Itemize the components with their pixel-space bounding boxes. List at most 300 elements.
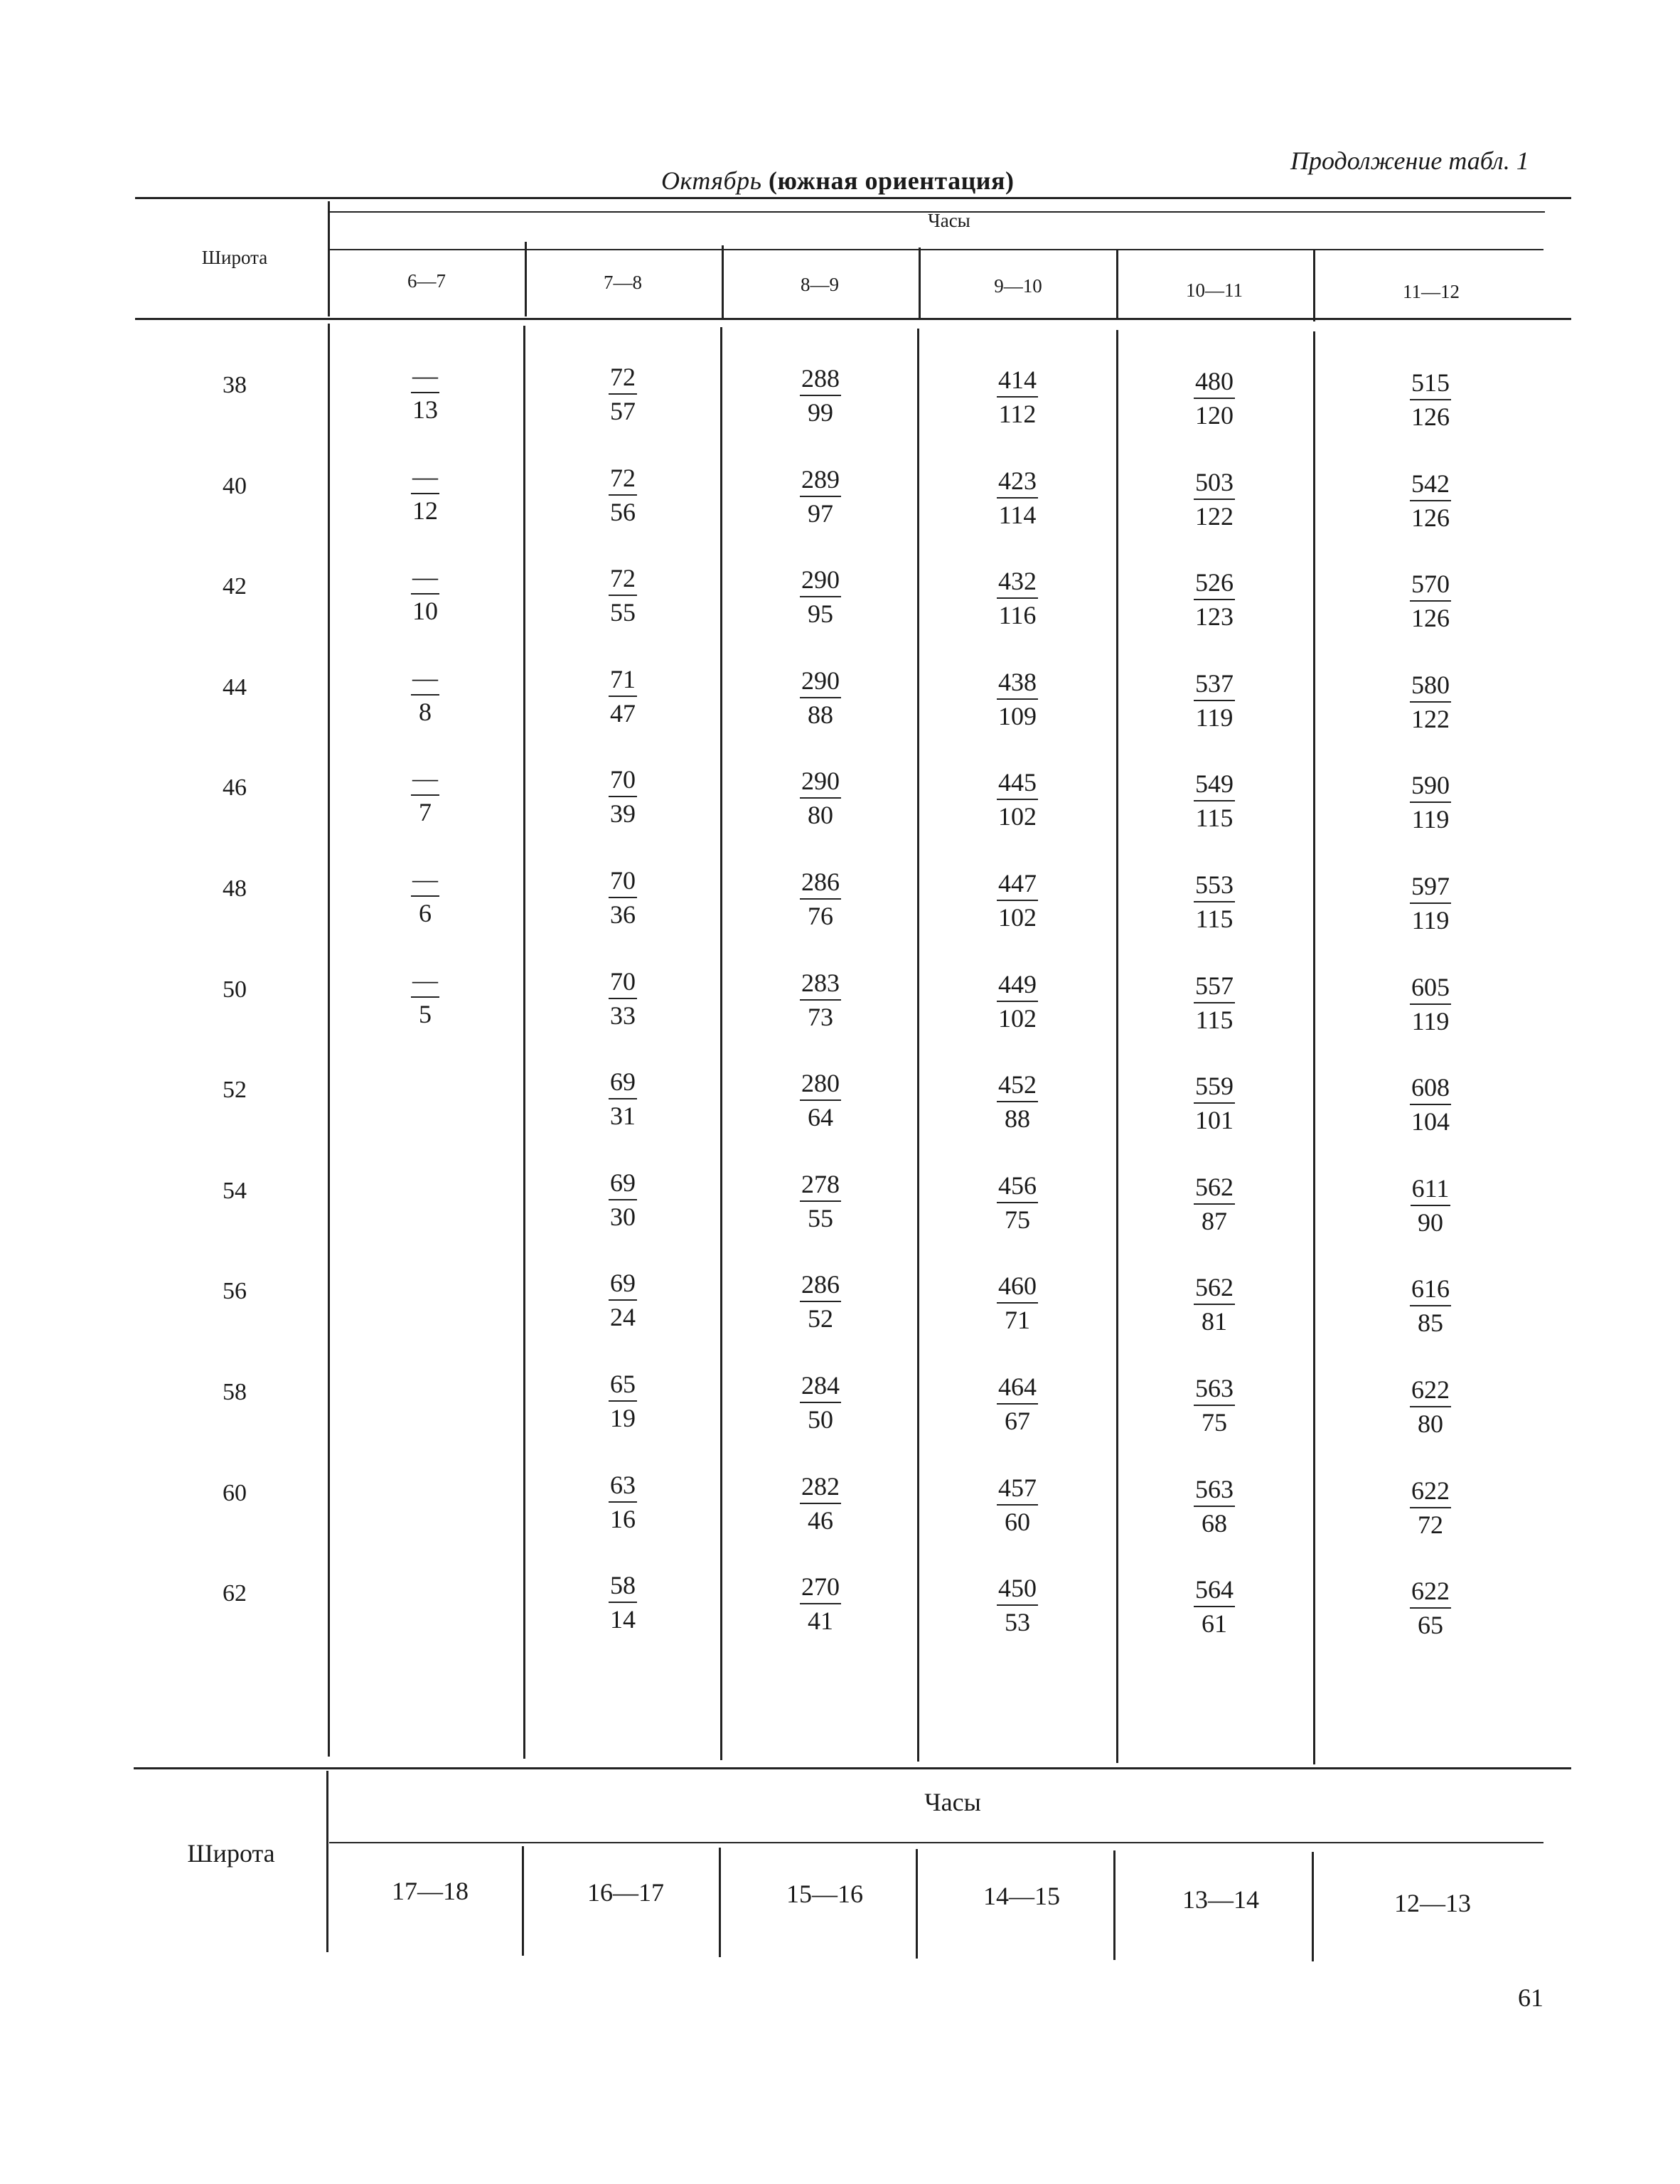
fraction-numerator: 449 (997, 968, 1038, 1002)
table-cell (1366, 568, 1494, 634)
table-cell (1150, 1473, 1278, 1540)
fraction-numerator: 570 (1410, 568, 1451, 602)
title-orientation: (южная ориентация) (769, 166, 1015, 195)
fraction-denominator: 75 (1202, 1408, 1227, 1437)
fraction-value (609, 1267, 637, 1333)
fraction-value (411, 762, 439, 829)
table-cell (361, 359, 489, 426)
table-cell (756, 362, 884, 429)
footer-col-divider (1312, 1852, 1314, 1961)
fraction-numerator: 432 (997, 565, 1038, 599)
fraction-value (800, 865, 841, 932)
latitude-value: 44 (223, 674, 247, 701)
fraction-value (1194, 365, 1235, 432)
fraction-numerator: 460 (997, 1269, 1038, 1304)
fraction-numerator: 562 (1194, 1171, 1235, 1205)
body-col-divider (917, 329, 919, 1762)
table-cell (756, 1168, 884, 1235)
table-cell (953, 1370, 1081, 1437)
fraction-numerator: 549 (1194, 767, 1235, 801)
fraction-denominator: 30 (610, 1203, 636, 1231)
table-cell (1366, 366, 1494, 433)
fraction-denominator: 112 (998, 400, 1037, 428)
fraction-denominator: 116 (998, 601, 1037, 629)
fraction-value (609, 462, 637, 528)
fraction-denominator: 19 (610, 1404, 636, 1432)
fraction-denominator: 119 (1195, 703, 1234, 732)
table-cell (953, 968, 1081, 1035)
fraction-numerator: 414 (997, 363, 1038, 398)
table-cell (953, 363, 1081, 430)
table-cell (361, 762, 489, 829)
table-cell (361, 560, 489, 627)
table-cell (953, 766, 1081, 833)
table-cell (1366, 1071, 1494, 1138)
table-cell (559, 763, 687, 830)
table-cell (1150, 1271, 1278, 1338)
fraction-value (411, 661, 439, 728)
fraction-value (1194, 466, 1235, 533)
fraction-numerator: 557 (1194, 969, 1235, 1003)
fraction-numerator: 290 (800, 664, 841, 698)
fraction-value (1194, 1573, 1235, 1640)
fraction-value (997, 464, 1038, 531)
fraction-numerator: — (411, 964, 439, 998)
table-cell (953, 867, 1081, 934)
fraction-numerator: 286 (800, 865, 841, 900)
table-cell (1150, 767, 1278, 834)
fraction-value (800, 1268, 841, 1335)
fraction-numerator: — (411, 661, 439, 696)
fraction-denominator: 88 (1005, 1104, 1030, 1133)
footer-hours-rule (329, 1842, 1543, 1843)
fraction-value (1194, 767, 1235, 834)
fraction-value (997, 1068, 1038, 1135)
fraction-numerator: — (411, 359, 439, 393)
latitude-value: 42 (223, 573, 247, 600)
fraction-value (609, 1368, 637, 1434)
fraction-denominator: 104 (1411, 1107, 1450, 1136)
latitude-value: 50 (223, 976, 247, 1003)
fraction-denominator: 126 (1411, 504, 1450, 532)
fraction-numerator: 69 (609, 1166, 637, 1200)
body-col-divider (720, 327, 722, 1760)
fraction-numerator: 72 (609, 462, 637, 496)
fraction-denominator: 64 (808, 1103, 833, 1131)
fraction-value (1410, 366, 1451, 433)
fraction-denominator: 119 (1411, 1007, 1450, 1035)
fraction-value (609, 663, 637, 730)
footer-hour-range: 12—13 (1394, 1889, 1471, 1917)
table-cell (1150, 667, 1278, 734)
footer-col-divider (522, 1846, 524, 1956)
fraction-value (1194, 1271, 1235, 1338)
fraction-value (1410, 769, 1451, 836)
fraction-numerator: 564 (1194, 1573, 1235, 1607)
fraction-denominator: 114 (998, 501, 1037, 529)
table-cell (1366, 769, 1494, 836)
table-cell (953, 1269, 1081, 1336)
fraction-value (997, 1572, 1038, 1639)
fraction-value (997, 1471, 1038, 1538)
fraction-numerator: 450 (997, 1572, 1038, 1606)
table-cell (559, 965, 687, 1032)
fraction-numerator: 590 (1410, 769, 1451, 803)
fraction-value (1194, 1171, 1235, 1237)
header-col-divider (1116, 249, 1118, 320)
fraction-numerator: — (411, 863, 439, 897)
fraction-value (609, 965, 637, 1032)
body-col-divider (328, 324, 330, 1757)
fraction-value (1194, 868, 1235, 935)
fraction-value (997, 565, 1038, 632)
header-hour-range: 11—12 (1403, 281, 1460, 302)
latitude-value: 48 (223, 875, 247, 902)
fraction-denominator: 60 (1005, 1508, 1030, 1536)
fraction-denominator: 39 (610, 799, 636, 828)
fraction-value (800, 1369, 841, 1436)
fraction-value (1410, 1071, 1451, 1138)
fraction-numerator: 563 (1194, 1473, 1235, 1507)
fraction-value (411, 460, 439, 527)
table-cell (1150, 1573, 1278, 1640)
fraction-numerator: 72 (609, 361, 637, 395)
fraction-numerator: 452 (997, 1068, 1038, 1102)
footer-hour-range: 14—15 (983, 1882, 1060, 1910)
fraction-value (1410, 971, 1451, 1038)
fraction-numerator: 457 (997, 1471, 1038, 1506)
fraction-value (411, 863, 439, 929)
fraction-numerator: 447 (997, 867, 1038, 901)
fraction-value (997, 766, 1038, 833)
fraction-denominator: 67 (1005, 1407, 1030, 1435)
fraction-value (609, 1166, 637, 1233)
table-cell (1366, 1575, 1494, 1641)
fraction-value (609, 1569, 637, 1636)
fraction-denominator: 90 (1417, 1208, 1443, 1237)
fraction-numerator: 562 (1194, 1271, 1235, 1305)
fraction-denominator: 7 (419, 798, 432, 826)
table-cell (361, 964, 489, 1030)
table-cell (953, 464, 1081, 531)
header-col-divider (722, 245, 724, 318)
footer-hour-range: 13—14 (1182, 1885, 1259, 1914)
fraction-value (800, 463, 841, 530)
fraction-denominator: 52 (808, 1304, 833, 1333)
fraction-numerator: 70 (609, 864, 637, 898)
fraction-numerator: 597 (1410, 870, 1451, 904)
fraction-value (609, 562, 637, 629)
header-latitude-label: Широта (201, 247, 268, 268)
footer-top-rule (134, 1767, 1571, 1769)
fraction-denominator: 101 (1195, 1106, 1234, 1134)
fraction-numerator: 63 (609, 1469, 637, 1503)
fraction-numerator: 608 (1410, 1071, 1451, 1105)
table-cell (361, 460, 489, 527)
fraction-denominator: 6 (419, 899, 432, 927)
latitude-value: 56 (223, 1278, 247, 1304)
table-cell (1366, 1474, 1494, 1541)
fraction-denominator: 41 (808, 1607, 833, 1635)
table-cell (559, 1368, 687, 1434)
fraction-value (1194, 566, 1235, 633)
fraction-denominator: 14 (610, 1605, 636, 1634)
table-cell (756, 1369, 884, 1436)
fraction-value (411, 560, 439, 627)
fraction-denominator: 102 (998, 903, 1037, 932)
fraction-denominator: 10 (412, 597, 438, 625)
table-cell (756, 463, 884, 530)
fraction-value (1410, 568, 1451, 634)
fraction-value (800, 563, 841, 630)
fraction-value (1410, 1575, 1451, 1641)
fraction-denominator: 56 (610, 498, 636, 526)
fraction-value (800, 1470, 841, 1537)
fraction-denominator: 87 (1202, 1207, 1227, 1235)
table-cell (559, 562, 687, 629)
fraction-numerator: 70 (609, 965, 637, 999)
header-hour-range: 6—7 (407, 270, 446, 292)
table-cell (1150, 1372, 1278, 1439)
footer-latitude-label: Широта (187, 1839, 275, 1868)
table-cell (953, 1169, 1081, 1236)
table-cell (1366, 668, 1494, 735)
header-hour-range: 8—9 (801, 274, 839, 295)
fraction-value (1410, 870, 1451, 937)
fraction-denominator: 97 (808, 499, 833, 528)
table-cell (953, 1572, 1081, 1639)
table-cell (1150, 868, 1278, 935)
fraction-denominator: 13 (412, 395, 438, 424)
table-cell (756, 664, 884, 731)
table-cell (1150, 1070, 1278, 1136)
fraction-numerator: 71 (609, 663, 637, 697)
fraction-denominator: 72 (1418, 1511, 1443, 1539)
table-cell (756, 563, 884, 630)
fraction-denominator: 12 (412, 496, 438, 525)
fraction-denominator: 31 (610, 1102, 636, 1130)
header-col-divider (525, 242, 527, 316)
fraction-denominator: 8 (419, 698, 432, 726)
table-cell (559, 462, 687, 528)
fraction-denominator: 88 (808, 701, 833, 729)
fraction-value (609, 361, 637, 427)
fraction-numerator: 553 (1194, 868, 1235, 902)
footer-hour-range: 17—18 (392, 1877, 469, 1905)
header-bottom-rule (135, 318, 1571, 320)
fraction-denominator: 55 (610, 598, 636, 627)
fraction-value (1410, 1373, 1451, 1440)
fraction-denominator: 75 (1005, 1205, 1030, 1234)
latitude-value: 40 (223, 473, 247, 499)
fraction-value (609, 1469, 637, 1535)
fraction-denominator: 119 (1411, 805, 1450, 833)
fraction-value (800, 362, 841, 429)
fraction-numerator: 580 (1410, 668, 1451, 703)
fraction-numerator: 270 (800, 1570, 841, 1604)
fraction-denominator: 71 (1005, 1306, 1030, 1334)
table-cell (953, 666, 1081, 733)
footer-hour-range: 15—16 (786, 1880, 863, 1908)
table-cell (756, 1067, 884, 1134)
table-cell (756, 1268, 884, 1335)
fraction-numerator: 515 (1410, 366, 1451, 400)
table-cell (1366, 1172, 1494, 1239)
fraction-numerator: 622 (1410, 1373, 1451, 1407)
fraction-numerator: 605 (1410, 971, 1451, 1005)
fraction-denominator: 68 (1202, 1509, 1227, 1538)
fraction-numerator: 456 (997, 1169, 1038, 1203)
body-col-divider (523, 326, 525, 1759)
fraction-numerator: 288 (800, 362, 841, 396)
table-continuation-caption: Продолжение табл. 1 (1290, 147, 1529, 175)
table-cell (1150, 365, 1278, 432)
fraction-numerator: 286 (800, 1268, 841, 1302)
fraction-denominator: 16 (610, 1505, 636, 1533)
fraction-value (1410, 467, 1451, 534)
fraction-denominator: 80 (1418, 1410, 1443, 1438)
fraction-denominator: 33 (610, 1001, 636, 1030)
fraction-numerator: 290 (800, 765, 841, 799)
table-cell (756, 765, 884, 831)
table-cell (559, 663, 687, 730)
fraction-numerator: 69 (609, 1267, 637, 1301)
footer-hour-range: 16—17 (587, 1878, 664, 1907)
fraction-value (1410, 1474, 1451, 1541)
table-cell (559, 864, 687, 931)
fraction-numerator: 611 (1411, 1172, 1451, 1206)
fraction-numerator: 622 (1410, 1474, 1451, 1508)
header-hour-range: 9—10 (994, 275, 1042, 297)
table-cell (559, 1267, 687, 1333)
fraction-denominator: 80 (808, 801, 833, 829)
fraction-numerator: 69 (609, 1065, 637, 1099)
table-cell (953, 565, 1081, 632)
fraction-value (609, 763, 637, 830)
title-month: Октябрь (661, 166, 762, 195)
fraction-denominator: 73 (808, 1003, 833, 1031)
table-top-rule (135, 197, 1571, 199)
fraction-value (800, 1067, 841, 1134)
latitude-value: 46 (223, 774, 247, 801)
fraction-numerator: 278 (800, 1168, 841, 1202)
fraction-value (1194, 969, 1235, 1036)
fraction-numerator: 280 (800, 1067, 841, 1101)
fraction-denominator: 36 (610, 900, 636, 929)
fraction-numerator: 289 (800, 463, 841, 497)
fraction-value (997, 867, 1038, 934)
fraction-denominator: 102 (998, 1004, 1037, 1033)
fraction-denominator: 50 (808, 1405, 833, 1434)
fraction-value (1411, 1172, 1451, 1239)
table-cell (559, 1166, 687, 1233)
fraction-numerator: 537 (1194, 667, 1235, 701)
fraction-denominator: 81 (1202, 1307, 1227, 1336)
table-cell (756, 966, 884, 1033)
table-cell (361, 863, 489, 929)
table-cell (559, 361, 687, 427)
fraction-denominator: 115 (1195, 804, 1234, 832)
fraction-denominator: 55 (808, 1204, 833, 1232)
fraction-denominator: 126 (1411, 403, 1450, 431)
body-col-divider (1116, 330, 1118, 1763)
fraction-denominator: 46 (808, 1506, 833, 1535)
fraction-denominator: 126 (1411, 604, 1450, 632)
table-cell (1150, 466, 1278, 533)
fraction-value (997, 666, 1038, 733)
fraction-denominator: 85 (1418, 1309, 1443, 1337)
fraction-denominator: 24 (610, 1303, 636, 1331)
table-cell (756, 1470, 884, 1537)
fraction-denominator: 120 (1195, 401, 1234, 430)
fraction-value (997, 363, 1038, 430)
fraction-value (997, 1269, 1038, 1336)
fraction-value (800, 1570, 841, 1637)
fraction-value (800, 966, 841, 1033)
fraction-numerator: 282 (800, 1470, 841, 1504)
table-cell (1366, 870, 1494, 937)
table-cell (1366, 1373, 1494, 1440)
fraction-value (609, 1065, 637, 1132)
fraction-numerator: 622 (1410, 1575, 1451, 1609)
fraction-denominator: 53 (1005, 1608, 1030, 1636)
table-cell (1366, 1272, 1494, 1339)
latitude-value: 60 (223, 1480, 247, 1506)
fraction-numerator: 480 (1194, 365, 1235, 399)
footer-col-divider (916, 1849, 918, 1959)
fraction-numerator: 526 (1194, 566, 1235, 600)
fraction-value (1194, 1070, 1235, 1136)
fraction-denominator: 47 (610, 699, 636, 728)
fraction-numerator: 423 (997, 464, 1038, 499)
body-col-divider (1313, 331, 1315, 1764)
fraction-numerator: 464 (997, 1370, 1038, 1405)
table-title (661, 166, 1015, 196)
fraction-numerator: 438 (997, 666, 1038, 700)
fraction-denominator: 95 (808, 600, 833, 628)
footer-col-divider (326, 1771, 328, 1952)
fraction-value (411, 964, 439, 1030)
fraction-numerator: 70 (609, 763, 637, 797)
fraction-denominator: 115 (1195, 1006, 1234, 1034)
fraction-numerator: 542 (1410, 467, 1451, 501)
fraction-value (997, 1169, 1038, 1236)
fraction-numerator: 559 (1194, 1070, 1235, 1104)
fraction-value (800, 1168, 841, 1235)
table-cell (953, 1471, 1081, 1538)
fraction-value (1410, 1272, 1451, 1339)
fraction-numerator: — (411, 762, 439, 796)
table-cell (1366, 467, 1494, 534)
fraction-value (997, 968, 1038, 1035)
table-cell (559, 1469, 687, 1535)
header-col-divider (919, 247, 921, 319)
latitude-value: 54 (223, 1178, 247, 1204)
table-cell (756, 1570, 884, 1637)
table-cell (1150, 969, 1278, 1036)
fraction-numerator: 563 (1194, 1372, 1235, 1406)
fraction-denominator: 61 (1202, 1609, 1227, 1638)
fraction-numerator: — (411, 560, 439, 595)
table-cell (1366, 971, 1494, 1038)
table-cell (559, 1569, 687, 1636)
fraction-value (411, 359, 439, 426)
fraction-numerator: 65 (609, 1368, 637, 1402)
latitude-value: 52 (223, 1077, 247, 1103)
page-number: 61 (1518, 1983, 1543, 2012)
fraction-denominator: 123 (1195, 602, 1234, 631)
table-cell (1150, 1171, 1278, 1237)
